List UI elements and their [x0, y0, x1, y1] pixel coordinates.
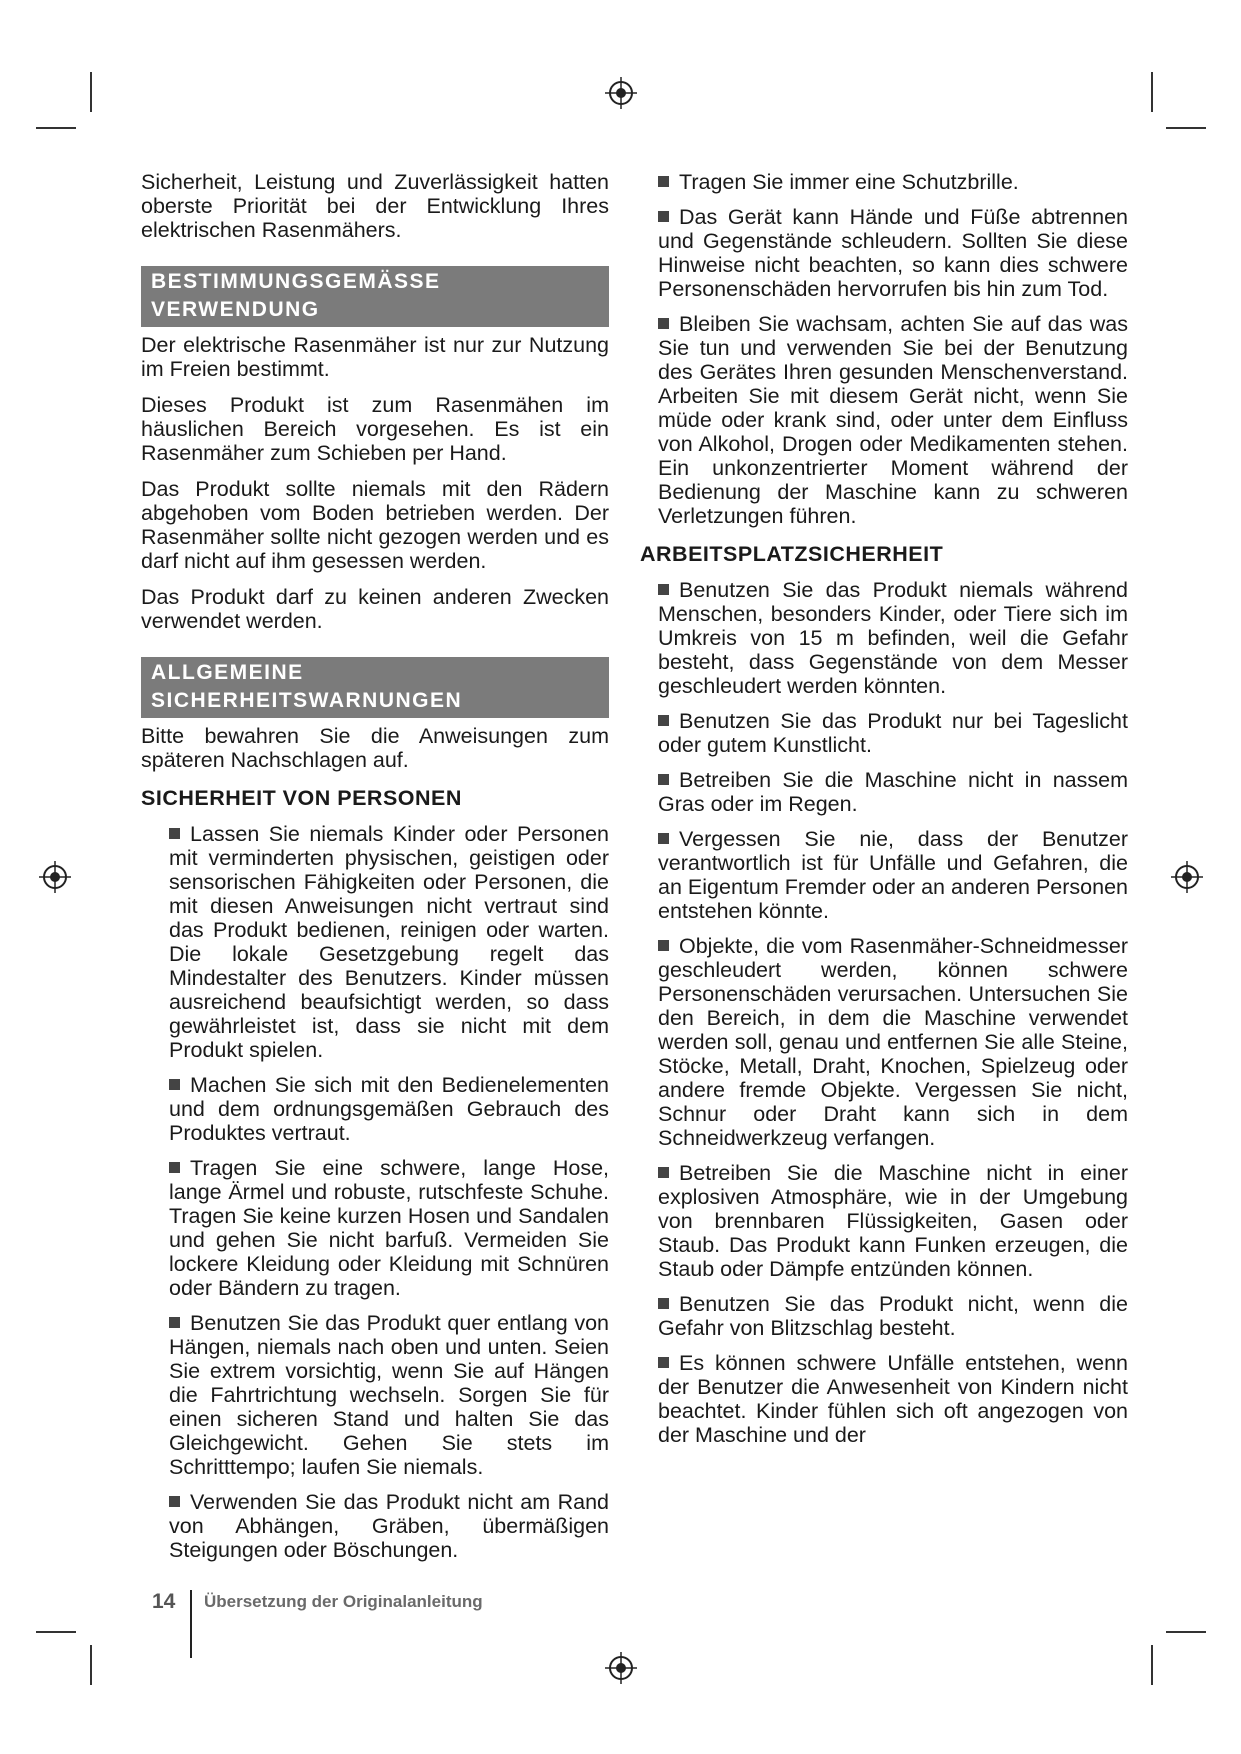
bullet-square-icon [658, 833, 669, 844]
bullet-square-icon [169, 1496, 180, 1507]
left-column [141, 170, 609, 1573]
list-item [658, 1161, 1128, 1281]
page-number: 14 [152, 1590, 176, 1613]
bullet-list [658, 170, 1128, 528]
bullet-list [169, 822, 609, 1562]
list-item [658, 312, 1128, 528]
list-item-text: Benutzen Sie das Produkt nur bei Tageslicht oder gutem Kunstlicht. [658, 709, 1128, 757]
crop-mark [1151, 1645, 1153, 1685]
section-header-intended-use [141, 266, 609, 327]
list-item [658, 170, 1128, 194]
list-item-text: Bleiben Sie wachsam, achten Sie auf das was Sie tun und verwenden Sie bei der Benutzung des Gerätes Ihren gesunden Menschenverstand. Arbeiten Sie mit diesem Gerät nicht, wenn Sie müde oder krank sind, oder unter dem Einfluss von Alkohol, Drogen oder Medikamenten stehen. Ein unkonzentrierter Moment während der Bedienung der Maschine kann zu schweren Verletzungen führen. [658, 312, 1128, 528]
right-column [640, 170, 1128, 1458]
section-title-line: ALLGEMEINE [151, 661, 304, 684]
paragraph: Das Produkt sollte niemals mit den Rädern abgehoben vom Boden betrieben werden. Der Rasenmäher sollte nicht gezogen werden und es darf nicht auf ihm gesessen werden. [141, 477, 609, 573]
bullet-square-icon [658, 940, 669, 951]
crop-mark [1166, 127, 1206, 129]
bullet-square-icon [169, 1079, 180, 1090]
list-item-text: Lassen Sie niemals Kinder oder Personen mit verminderten physischen, geistigen oder sensorischen Fähigkeiten oder Personen, die mit diesen Anweisungen nicht vertraut sind das Produkt bedienen, reinigen oder warten. Die lokale Gesetzgebung regelt das Mindestalter des Benutzers. Kinder müssen ausreichend beaufsichtigt werden, so dass gewährleistet ist, dass sie nicht mit dem Produkt spielen. [169, 822, 609, 1062]
bullet-square-icon [658, 584, 669, 595]
paragraph: Dieses Produkt ist zum Rasenmähen im häuslichen Bereich vorgesehen. Es ist ein Rasenmäher zum Schieben per Hand. [141, 393, 609, 465]
subheading-personal-safety: SICHERHEIT VON PERSONEN [141, 786, 462, 810]
footer-title: Übersetzung der Originalanleitung [204, 1592, 483, 1611]
bullet-square-icon [658, 176, 669, 187]
bullet-square-icon [169, 1162, 180, 1173]
section-title-line: SICHERHEITSWARNUNGEN [151, 689, 463, 712]
list-item [658, 1292, 1128, 1340]
paragraph: Der elektrische Rasenmäher ist nur zur Nutzung im Freien bestimmt. [141, 333, 609, 381]
bullet-square-icon [658, 774, 669, 785]
bullet-square-icon [658, 1357, 669, 1368]
list-item [169, 1156, 609, 1300]
list-item-text: Es können schwere Unfälle entstehen, wenn der Benutzer die Anwesenheit von Kindern nicht beachtet. Kinder fühlen sich oft angezogen von der Maschine und der [658, 1351, 1128, 1447]
intro-paragraph: Sicherheit, Leistung und Zuverlässigkeit hatten oberste Priorität bei der Entwicklung Ihres elektrischen Rasenmähers. [141, 170, 609, 242]
list-item-text: Tragen Sie immer eine Schutzbrille. [679, 170, 1019, 194]
list-item [169, 1490, 609, 1562]
list-item-text: Machen Sie sich mit den Bedienelementen und dem ordnungsgemäßen Gebrauch des Produktes vertraut. [169, 1073, 609, 1145]
bullet-square-icon [658, 211, 669, 222]
list-item-text: Betreiben Sie die Maschine nicht in nassem Gras oder im Regen. [658, 768, 1128, 816]
list-item-text: Objekte, die vom Rasenmäher-Schneidmesser geschleudert werden, können schwere Personenschäden verursachen. Untersuchen Sie den Bereich, in dem die Maschine verwendet werden soll, genau und entfernen Sie alle Steine, Stöcke, Metall, Draht, Knochen, Spielzeug oder andere fremde Objekte. Vergessen Sie nicht, Schnur oder Draht kann sich in dem Schneidwerkzeug verfangen. [658, 934, 1128, 1150]
list-item [658, 578, 1128, 698]
list-item-text: Benutzen Sie das Produkt quer entlang von Hängen, niemals nach oben und unten. Seien Sie extrem vorsichtig, wenn Sie auf Hängen die Fahrtrichtung wechseln. Sorgen Sie für einen sicheren Stand und halten Sie das Gleichgewicht. Gehen Sie stets im Schritttempo; laufen Sie niemals. [169, 1311, 609, 1479]
crop-mark [1151, 72, 1153, 112]
list-item [169, 822, 609, 1062]
paragraph: Bitte bewahren Sie die Anweisungen zum späteren Nachschlagen auf. [141, 724, 609, 772]
list-item [658, 934, 1128, 1150]
list-item-text: Benutzen Sie das Produkt nicht, wenn die Gefahr von Blitzschlag besteht. [658, 1292, 1128, 1340]
registration-mark-icon [604, 76, 638, 110]
list-item [169, 1073, 609, 1145]
subheading-workplace-safety: ARBEITSPLATZSICHERHEIT [640, 542, 944, 566]
list-item-text: Betreiben Sie die Maschine nicht in einer explosiven Atmosphäre, wie in der Umgebung von brennbaren Flüssigkeiten, Gasen oder Staub. Das Produkt kann Funken erzeugen, die Staub oder Dämpfe entzünden können. [658, 1161, 1128, 1281]
list-item [658, 709, 1128, 757]
registration-mark-icon [1170, 860, 1204, 894]
crop-mark [90, 72, 92, 112]
list-item [658, 205, 1128, 301]
list-item-text: Verwenden Sie das Produkt nicht am Rand von Abhängen, Gräben, übermäßigen Steigungen oder Böschungen. [169, 1490, 609, 1562]
registration-mark-icon [604, 1651, 638, 1685]
bullet-square-icon [169, 1317, 180, 1328]
list-item-text: Tragen Sie eine schwere, lange Hose, lange Ärmel und robuste, rutschfeste Schuhe. Tragen Sie keine kurzen Hosen und Sandalen und gehen Sie nicht barfuß. Vermeiden Sie lockere Kleidung oder Kleidung mit Schnüren oder Bändern zu tragen. [169, 1156, 609, 1300]
list-item-text: Vergessen Sie nie, dass der Benutzer verantwortlich ist für Unfälle und Gefahren, die an Eigentum Fremder oder an anderen Personen entstehen könnte. [658, 827, 1128, 923]
bullet-square-icon [658, 1298, 669, 1309]
list-item [658, 768, 1128, 816]
crop-mark [1166, 1631, 1206, 1633]
section-title-line: BESTIMMUNGSGEMÄSSE [151, 270, 441, 293]
section-title-line: VERWENDUNG [151, 298, 320, 321]
footer-divider [190, 1590, 192, 1658]
list-item-text: Benutzen Sie das Produkt niemals während Menschen, besonders Kinder, oder Tiere sich im Umkreis von 15 m befinden, weil die Gefahr besteht, dass Gegenstände von dem Messer geschleudert werden könnten. [658, 578, 1128, 698]
list-item [169, 1311, 609, 1479]
list-item [658, 1351, 1128, 1447]
bullet-square-icon [658, 1167, 669, 1178]
bullet-list [658, 578, 1128, 1447]
list-item [658, 827, 1128, 923]
crop-mark [90, 1645, 92, 1685]
list-item-text: Das Gerät kann Hände und Füße abtrennen und Gegenstände schleudern. Sollten Sie diese Hinweise nicht beachten, so kann dies schwere Personenschäden hervorrufen bis hin zum Tod. [658, 205, 1128, 301]
bullet-square-icon [169, 828, 180, 839]
section-header-safety-warnings [141, 657, 609, 718]
registration-mark-icon [38, 860, 72, 894]
bullet-square-icon [658, 715, 669, 726]
paragraph: Das Produkt darf zu keinen anderen Zwecken verwendet werden. [141, 585, 609, 633]
crop-mark [36, 1631, 76, 1633]
crop-mark [36, 127, 76, 129]
bullet-square-icon [658, 318, 669, 329]
